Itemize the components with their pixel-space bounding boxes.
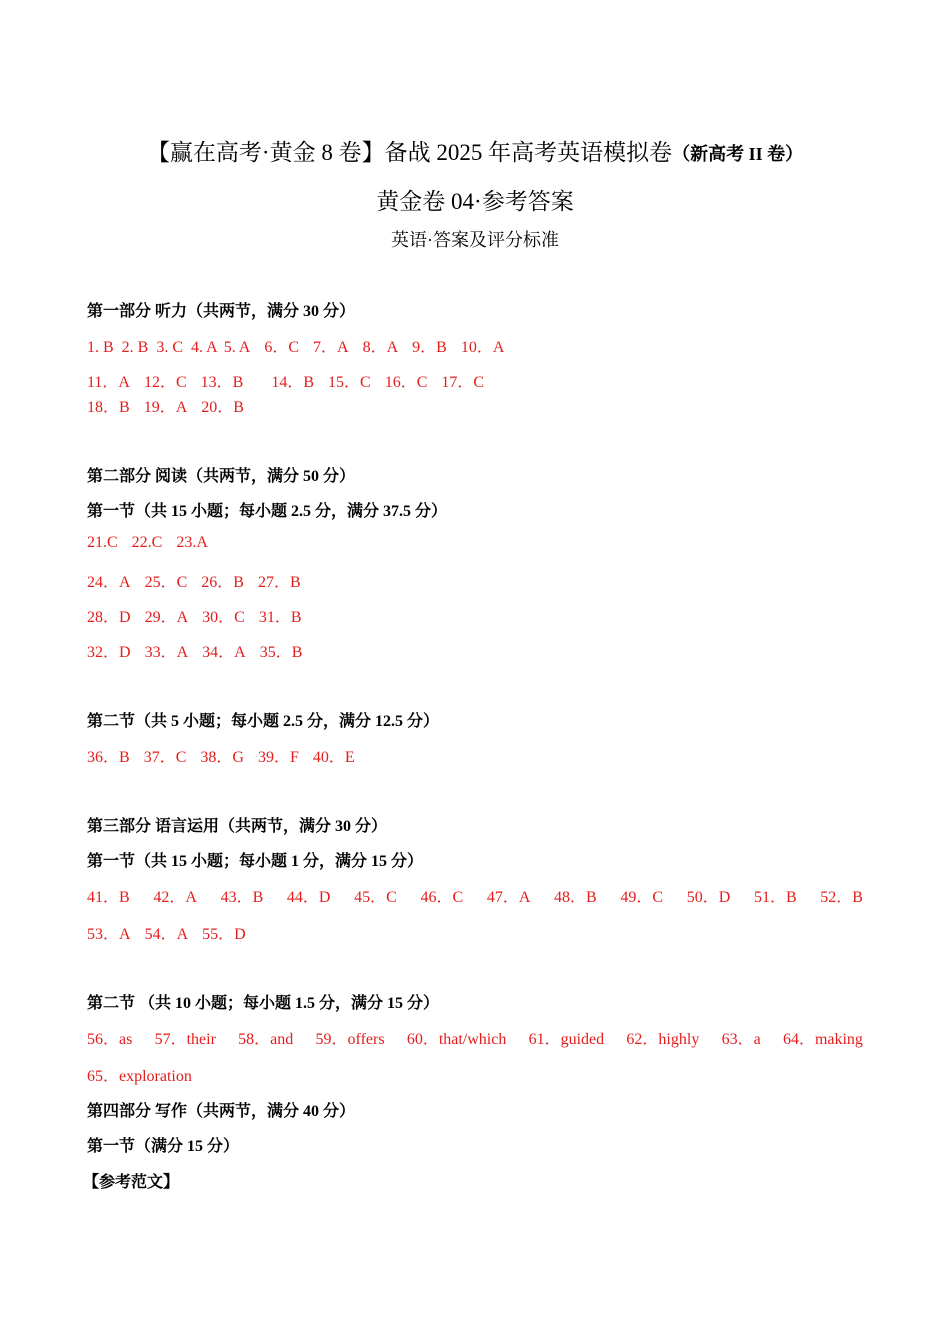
answer-item: 45．C bbox=[354, 889, 397, 906]
answer-item: 16．C bbox=[384, 374, 428, 391]
answer-item: 36．B bbox=[87, 749, 130, 766]
part3-section2-heading: 第二节 （共 10 小题；每小题 1.5 分，满分 15 分） bbox=[87, 995, 440, 1012]
answer-item: 37．C bbox=[143, 749, 187, 766]
document-title-main: 【赢在高考·黄金 8 卷】备战 2025 年高考英语模拟卷 bbox=[146, 140, 673, 165]
answer-item: 65．exploration bbox=[87, 1068, 192, 1085]
answer-item: 51．B bbox=[753, 889, 797, 906]
answer-item: 12．C bbox=[143, 374, 187, 391]
answer-item: 6．C bbox=[264, 339, 300, 356]
answer-item: 20．B bbox=[201, 399, 244, 416]
answer-item: 9．B bbox=[412, 339, 447, 356]
answer-item: 32．D bbox=[87, 644, 131, 661]
answer-item: 34．A bbox=[202, 644, 246, 661]
answer-item: 55．D bbox=[202, 926, 246, 943]
answer-line bbox=[87, 569, 301, 592]
answer-item: 42．A bbox=[153, 889, 197, 906]
answer-item: 8．A bbox=[362, 339, 399, 356]
answer-item: 44．D bbox=[286, 889, 331, 906]
answer-item: 25．C bbox=[144, 574, 188, 591]
answer-item: 28．D bbox=[87, 609, 131, 626]
answer-item: 49．C bbox=[620, 889, 664, 906]
answer-item: 11．A bbox=[87, 374, 130, 391]
answer-line bbox=[87, 921, 246, 944]
answer-item: 60．that/which bbox=[406, 1031, 507, 1048]
answer-item: 27．B bbox=[257, 574, 301, 591]
answer-item: 22.C bbox=[131, 534, 163, 551]
answer-item: 19．A bbox=[143, 399, 188, 416]
answer-item: 59．offers bbox=[315, 1031, 385, 1048]
answer-item: 50．D bbox=[686, 889, 731, 906]
part4-section1-heading: 第一节（满分 15 分） bbox=[87, 1138, 240, 1155]
answer-line bbox=[87, 639, 302, 662]
answer-item: 5. A bbox=[223, 339, 251, 356]
answer-line bbox=[87, 334, 504, 357]
answer-item: 52．B bbox=[820, 889, 863, 906]
answer-item: 63．a bbox=[721, 1031, 761, 1048]
sample-essay-label: 【参考范文】 bbox=[83, 1174, 180, 1191]
answer-item: 62．highly bbox=[626, 1031, 700, 1048]
document-title bbox=[0, 134, 950, 167]
answer-line bbox=[87, 534, 208, 552]
answer-item: 64．making bbox=[782, 1031, 863, 1048]
answer-item: 14．B bbox=[271, 374, 315, 391]
answer-item: 53．A bbox=[87, 926, 131, 943]
answer-item: 41．B bbox=[87, 889, 130, 906]
answer-item: 15．C bbox=[328, 374, 371, 391]
document-caption: 英语·答案及评分标准 bbox=[391, 230, 559, 250]
answer-item: 17．C bbox=[441, 374, 485, 391]
answer-item: 23.A bbox=[176, 534, 208, 551]
answer-item: 13．B bbox=[200, 374, 244, 391]
answer-line bbox=[87, 884, 863, 907]
answer-item: 31．B bbox=[258, 609, 302, 626]
part2-section1-heading: 第一节（共 15 小题；每小题 2.5 分，满分 37.5 分） bbox=[87, 503, 448, 520]
answer-item: 21.C bbox=[87, 534, 118, 551]
answer-item: 47．A bbox=[486, 889, 531, 906]
answer-item: 43．B bbox=[220, 889, 264, 906]
answer-item: 57．their bbox=[154, 1031, 216, 1048]
answer-item: 54．A bbox=[144, 926, 189, 943]
answer-item: 29．A bbox=[144, 609, 189, 626]
answer-item: 3. C bbox=[156, 339, 184, 356]
answer-item: 38．G bbox=[200, 749, 244, 766]
answer-line bbox=[87, 744, 355, 767]
answer-item: 48．B bbox=[554, 889, 597, 906]
answer-item: 2. B bbox=[121, 339, 149, 356]
part1-heading: 第一部分 听力（共两节，满分 30 分） bbox=[87, 303, 356, 320]
answer-item: 35．B bbox=[259, 644, 303, 661]
answer-item: 18．B bbox=[87, 399, 130, 416]
part3-heading: 第三部分 语言运用（共两节，满分 30 分） bbox=[87, 818, 388, 835]
answer-item: 61．guided bbox=[528, 1031, 605, 1048]
document-subtitle: 黄金卷 04·参考答案 bbox=[376, 189, 574, 214]
answer-item: 39．F bbox=[257, 749, 299, 766]
answer-line bbox=[87, 1063, 192, 1086]
answer-item: 26．B bbox=[201, 574, 244, 591]
answer-item: 4. A bbox=[191, 339, 218, 356]
answer-item: 1. B bbox=[87, 339, 114, 356]
answer-line bbox=[87, 604, 302, 627]
answer-item: 40．E bbox=[312, 749, 355, 766]
part3-section1-heading: 第一节（共 15 小题；每小题 1 分，满分 15 分） bbox=[87, 853, 424, 870]
answer-item: 24．A bbox=[87, 574, 131, 591]
answer-item: 30．C bbox=[202, 609, 245, 626]
part4-heading: 第四部分 写作（共两节，满分 40 分） bbox=[87, 1103, 356, 1120]
part2-heading: 第二部分 阅读（共两节，满分 50 分） bbox=[87, 468, 356, 485]
answer-item: 56．as bbox=[87, 1031, 133, 1048]
part2-section2-heading: 第二节（共 5 小题；每小题 2.5 分，满分 12.5 分） bbox=[87, 713, 440, 730]
answer-line bbox=[87, 394, 244, 417]
answer-item: 46．C bbox=[420, 889, 464, 906]
answer-item: 33．A bbox=[144, 644, 189, 661]
document-title-paren: （新高考 II 卷） bbox=[672, 144, 804, 164]
answer-line bbox=[87, 369, 484, 392]
answer-item: 58．and bbox=[238, 1031, 294, 1048]
answer-item: 10．A bbox=[460, 339, 505, 356]
answer-item: 7．A bbox=[313, 339, 349, 356]
answer-line bbox=[87, 1026, 863, 1049]
